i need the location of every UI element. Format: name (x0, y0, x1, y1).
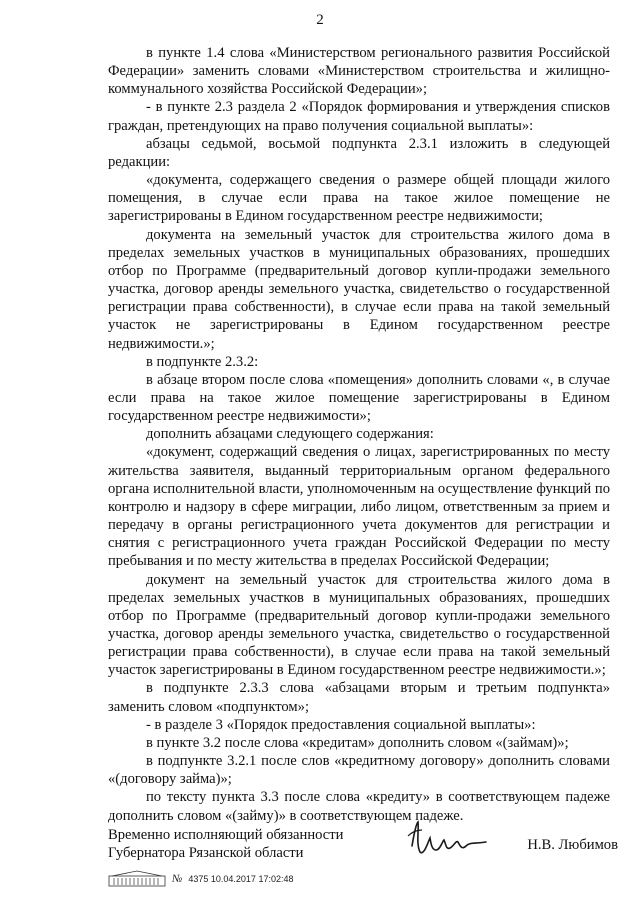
page-number: 2 (316, 12, 324, 28)
paragraph: в пункте 3.2 после слова «кредитам» дополнить словом «(займам)»; (146, 734, 569, 751)
paragraph: дополнить абзацами следующего содержания: (146, 426, 434, 443)
signer-title-line: Временно исполняющий обязанности (108, 827, 344, 843)
stamp-text: 4375 10.04.2017 17:02:48 (188, 874, 294, 884)
signer-name: Н.В. Любимов (527, 837, 618, 853)
paragraph: документа на земельный участок для строительства жилого дома в пределах земельных участков в муниципальных образованиях, прошедших отбор по Программе (предварительный договор купли-продажи земельного участка, договор аренды земельного участка, свидетельство о государственной регистрации права собственности), в случае если права на такой земельный участок не зарегистрированы в Едином государственном реестре недвижимости.»; (108, 226, 610, 352)
paragraph: документ на земельный участок для строительства жилого дома в пределах земельных участков в муниципальных образованиях, прошедших отбор по Программе (предварительный договор купли-продажи земельного участка, договор аренды земельного участка, свидетельство о государственной регистрации права собственности), в случае если права на такой земельный участок зарегистрированы в Едином государственном реестре недвижимости.»; (108, 571, 610, 679)
registration-stamp (108, 868, 293, 890)
signer-title-line: Губернатора Рязанской области (108, 845, 304, 861)
paragraph: «документа, содержащего сведения о размере общей площади жилого помещения, в случае если права на такое жилое помещение не зарегистрированы в Едином государственном реестре недвижимости; (108, 172, 610, 225)
paragraph: в абзаце втором после слова «помещения» дополнить словами «, в случае если права на такое жилое помещение зарегистрированы в Едином государственном реестре недвижимости»; (108, 371, 610, 425)
handwritten-signature (404, 816, 490, 862)
paragraph: абзацы седьмой, восьмой подпункта 2.3.1 изложить в следующей редакции: (108, 135, 610, 170)
signer-title (108, 826, 343, 862)
paragraph: по тексту пункта 3.3 после слова «кредиту» в соответствующем падеже дополнить словом «(займу)» в соответствующем падеже. (108, 789, 610, 824)
signature-block (108, 826, 618, 866)
paragraph: в подпункте 3.2.1 после слов «кредитному договору» дополнить словами «(договору займа)»; (108, 753, 610, 788)
paragraph: в пункте 1.4 слова «Министерством регионального развития Российской Федерации» заменить словами «Министерством строительства и жилищно-коммунального хозяйства Российской Федерации»; (108, 45, 610, 98)
paragraph: «документ, содержащий сведения о лицах, зарегистрированных по месту жительства заявителя, выданный территориальным органом федерального органа исполнительной власти, уполномоченным на осуществление функций по контролю и надзору в сфере миграции, либо лицом, ответственным за прием и передачу в органы регистрационного учета документов для регистрации и снятия с регистрационного учета граждан Российской Федерации по месту пребывания и по месту жительства в пределах Российской Федерации; (108, 444, 610, 570)
paragraph: - в разделе 3 «Порядок предоставления социальной выплаты»: (146, 716, 536, 733)
document-body (108, 44, 610, 825)
stamp-number-sign: № (172, 873, 183, 885)
paragraph: в подпункте 2.3.3 слова «абзацами вторым и третьим подпункта» заменить словом «подпунктом»; (108, 680, 610, 715)
paragraph: - в пункте 2.3 раздела 2 «Порядок формирования и утверждения списков граждан, претендующих на право получения социальной выплаты»: (108, 99, 610, 134)
paragraph: в подпункте 2.3.2: (146, 353, 259, 370)
registry-logo-icon (108, 870, 166, 888)
